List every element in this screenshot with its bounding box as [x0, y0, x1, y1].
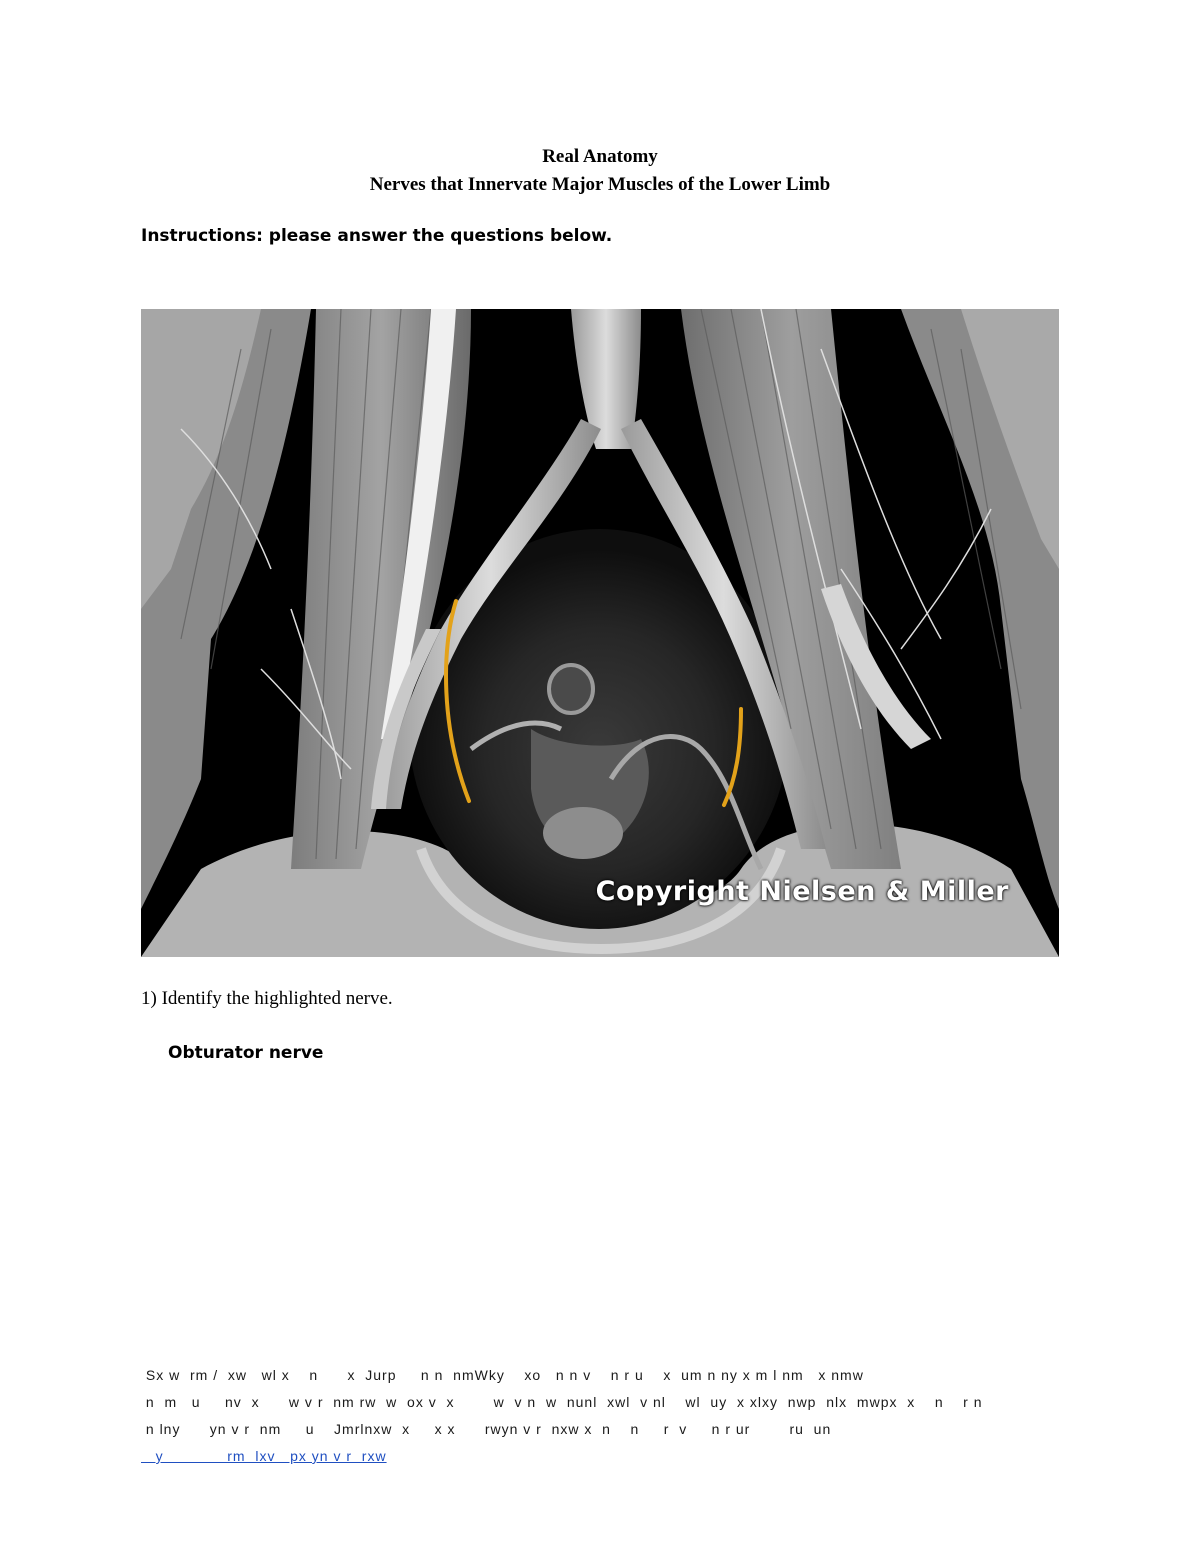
dissection-illustration	[141, 309, 1059, 957]
footer-note	[141, 1362, 1059, 1470]
question-answer: Obturator nerve	[168, 1043, 324, 1063]
footer-link[interactable]: y rm lxv px yn v r rxw	[141, 1448, 387, 1464]
footer-line: n m u nv x w v r nm rw w ox v x w v n w nunl xwl v nl wl uy x xlxy nwp nlx mwpx x n r n	[141, 1394, 983, 1410]
anatomy-photo	[141, 309, 1059, 957]
document-subtitle: Nerves that Innervate Major Muscles of the Lower Limb	[369, 174, 831, 195]
question-prompt: 1) Identify the highlighted nerve.	[141, 988, 393, 1009]
footer-line: n lny yn v r nm u Jmrlnxw x x x rwyn v r nxw x n n r v n r ur ru un	[141, 1421, 832, 1437]
copyright-watermark: Copyright Nielsen & Miller	[595, 876, 1009, 907]
instructions-text: Instructions: please answer the questions below.	[141, 226, 613, 246]
document-title: Real Anatomy	[542, 146, 658, 167]
title-block	[0, 143, 1200, 199]
footer-line: Sx w rm / xw wl x n x Jurp n n nmWky xo n n v n r u x um n ny x m l nm x nmw	[141, 1367, 864, 1383]
